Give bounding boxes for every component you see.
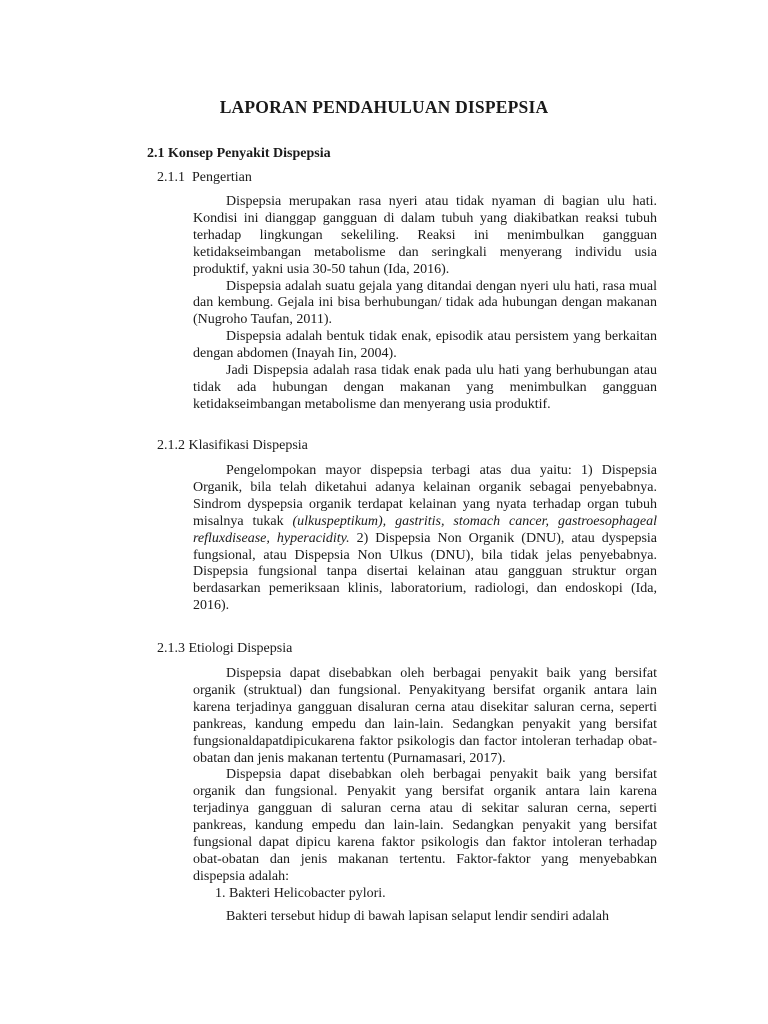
paragraph: Dispepsia dapat disebabkan oleh berbagai penyakit baik yang bersifat organik dan fungsional. Penyakit yang bersifat organik antara lain karena terjadinya gangguan di saluran cerna atau di sekitar saluran cerna, seperti pankreas, kandung empedu dan lain-lain. Sedangkan penyakit yang bersifat fungsional dapat dipicu karena faktor psikologis dan faktor intoleran terhadap obat-obatan dan jenis makanan tertentu. Faktor-faktor yang menyebabkan dispepsia adalah: — [193, 767, 657, 884]
subsection-heading-klasifikasi: 2.1.2 Klasifikasi Dispepsia — [157, 438, 308, 453]
section-heading: 2.1 Konsep Penyakit Dispepsia — [147, 146, 331, 161]
subsection-heading-etiologi: 2.1.3 Etiologi Dispepsia — [157, 641, 293, 656]
text-run: 2) Dispepsia Non Organik (DNU), atau dyspepsia fungsional, atau Dispepsia Non Ulkus (DNU), bila tidak jelas penyebabnya. Dispepsia fungsional tanpa disertai kelainan atau gangguan struktur organ berdasarkan pemeriksaan klinis, laboratorium, radiologi, dan endoskopi (Ida, 2016). — [193, 530, 657, 614]
paragraph — [193, 463, 657, 615]
paragraph: Dispepsia adalah suatu gejala yang ditandai dengan nyeri ulu hati, rasa mual dan kembung. Gejala ini bisa berhubungan/ tidak ada hubungan dengan makanan (Nugroho Taufan, 2011). — [193, 278, 657, 328]
paragraph: Dispepsia adalah bentuk tidak enak, episodik atau persistem yang berkaitan dengan abdomen (Inayah Iin, 2004). — [193, 329, 657, 362]
document-title: LAPORAN PENDAHULUAN DISPEPSIA — [219, 97, 549, 117]
paragraph: Dispepsia dapat disebabkan oleh berbagai penyakit baik yang bersifat organik (struktual) dan fungsional. Penyakityang bersifat organik antara lain karena terjadinya gangguan disaluran cerna atau disekitar saluran cerna, seperti pankreas, kandung empedu dan lain-lain. Sedangkan penyakit yang bersifat fungsionaldapatdipicukarena faktor psikologis dan factor intoleran terhadap obat-obatan dan jenis makanan tertentu (Purnamasari, 2017). — [193, 666, 657, 766]
text-run: Pengelompokan mayor dispepsia terbagi atas dua yaitu: 1) Dispepsia Organik, bila telah diketahui adanya kelainan organik sebagai penyebabnya. Sindrom dyspepsia organik terdapat kelainan yang nyata terhadap organ tubuh misalnya tukak — [193, 463, 657, 529]
italic-text-run: (ulkuspeptikum), gastritis, stomach cancer, gastroesophageal refluxdisease, hyperacidity. — [193, 513, 657, 546]
list-item: 1. Bakteri Helicobacter pylori. — [215, 885, 386, 901]
paragraph: Bakteri tersebut hidup di bawah lapisan selaput lendir sendiri adalah — [226, 908, 609, 924]
pengertian-body — [193, 194, 657, 414]
etiologi-body — [193, 666, 657, 926]
subsection-heading-pengertian: 2.1.1 Pengertian — [157, 170, 252, 185]
paragraph: Dispepsia merupakan rasa nyeri atau tidak nyaman di bagian ulu hati. Kondisi ini dianggap gangguan di dalam tubuh yang diakibatkan reaksi tubuh terhadap lingkungan sekeliling. Reaksi ini menimbulkan gangguan ketidakseimbangan metabolisme dan seringkali menyerang individu usia produktif, yakni usia 30-50 tahun (Ida, 2016). — [193, 194, 657, 277]
paragraph: Jadi Dispepsia adalah rasa tidak enak pada ulu hati yang berhubungan atau tidak ada hubungan dengan makanan yang menimbulkan gangguan ketidakseimbangan metabolisme dan menyerang usia produktif. — [193, 363, 657, 412]
klasifikasi-body — [193, 463, 657, 615]
